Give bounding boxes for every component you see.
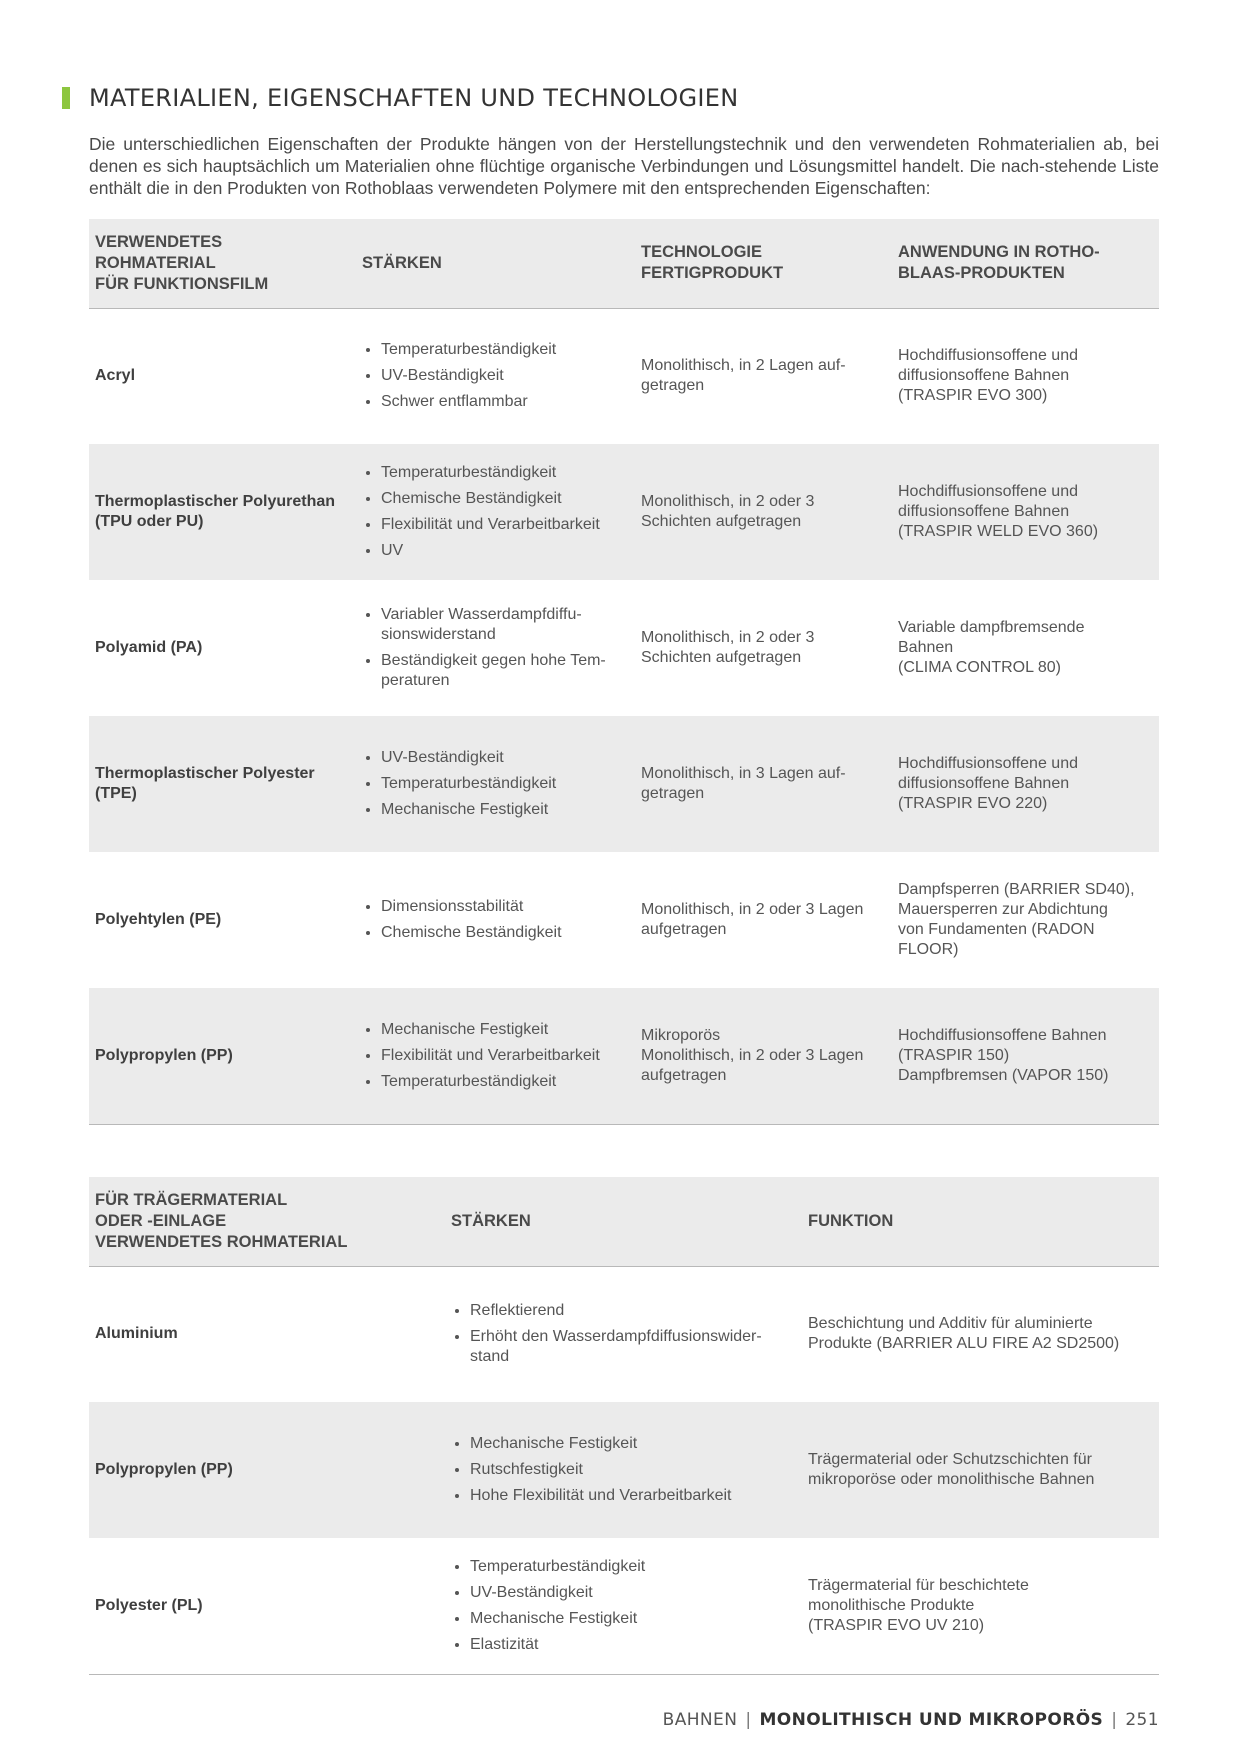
material-cell: Thermoplastischer Polyurethan (TPU oder PU) xyxy=(95,493,336,530)
list-item: • Rutschfestigkeit xyxy=(470,1460,796,1480)
anwendung-cell: Hochdiffusionsoffene und diffusionsoffene Bahnen (TRASPIR EVO 220) xyxy=(898,755,1078,812)
list-item: • Chemische Beständigkeit xyxy=(381,489,629,509)
table-row xyxy=(89,444,1159,580)
list-item: • Dimensionsstabilität xyxy=(381,897,629,917)
footer-separator: | xyxy=(745,1710,752,1730)
list-item: • Schwer entflammbar xyxy=(381,392,629,412)
list-item: • Mechanische Festigkeit xyxy=(381,800,629,820)
technologie-cell: Monolithisch, in 2 Lagen auf- getragen xyxy=(641,357,846,395)
table-row xyxy=(89,580,1159,716)
anwendung-cell: Hochdiffusionsoffene und diffusionsoffene Bahnen (TRASPIR WELD EVO 360) xyxy=(898,483,1099,540)
table-row xyxy=(89,988,1159,1124)
list-item: • Mechanische Festigkeit xyxy=(470,1609,796,1629)
list-item: • Mechanische Festigkeit xyxy=(381,1020,629,1040)
technologie-cell: Monolithisch, in 2 oder 3 Lagen aufgetragen xyxy=(641,901,864,938)
functional-film-table xyxy=(89,219,1159,1125)
staerken-cell xyxy=(445,1538,802,1674)
page-number: 251 xyxy=(1125,1710,1159,1730)
staerken-cell xyxy=(356,852,635,988)
material-cell: Polypropylen (PP) xyxy=(89,988,356,1124)
header-technologie: TECHNOLOGIE FERTIGPRODUKT xyxy=(635,219,892,308)
staerken-cell xyxy=(356,580,635,716)
list-item: • Reflektierend xyxy=(470,1301,796,1321)
section-heading xyxy=(89,84,739,112)
anwendung-cell: Dampfsperren (BARRIER SD40), Mauersperren zur Abdichtung von Fundamenten (RADON FLOOR) xyxy=(898,881,1135,958)
list-item: • Flexibilität und Verarbeitbarkeit xyxy=(381,515,629,535)
list-item: • UV-Beständigkeit xyxy=(381,366,629,386)
intro-paragraph: Die unterschiedlichen Eigenschaften der Produkte hängen von der Herstellungstechnik und den verwendeten Rohmaterialien ab, bei denen es sich hauptsächlich um Materialien ohne flüchtige organische Verbindungen und Lösungsmittel handelt. Die nach-stehende Liste enthält die in den Produkten von Rothoblaas verwendeten Polymere mit den entsprechenden Eigenschaften: xyxy=(89,134,1159,198)
table-header-row xyxy=(89,219,1159,308)
page-footer xyxy=(663,1710,1159,1730)
material-cell: Polyamid (PA) xyxy=(95,639,203,656)
list-item: • Temperaturbeständigkeit xyxy=(381,340,629,360)
staerken-cell xyxy=(356,988,635,1124)
material-cell: Polyehtylen (PE) xyxy=(95,911,222,928)
green-bar-icon xyxy=(62,87,70,109)
carrier-material-table xyxy=(89,1177,1159,1675)
staerken-cell xyxy=(356,444,635,580)
header-material: FÜR TRÄGERMATERIAL ODER -EINLAGE VERWENDETES ROHMATERIAL xyxy=(89,1177,445,1266)
anwendung-cell: Hochdiffusionsoffene und diffusionsoffene Bahnen (TRASPIR EVO 300) xyxy=(898,347,1078,405)
material-cell: Aluminium xyxy=(95,1325,178,1343)
list-item: • Erhöht den Wasserdampfdiffusionswider-stand xyxy=(470,1327,796,1367)
footer-subsection: MONOLITHISCH UND MIKROPORÖS xyxy=(759,1710,1104,1730)
technologie-cell: Monolithisch, in 3 Lagen auf- getragen xyxy=(641,765,846,802)
staerken-cell xyxy=(445,1266,802,1402)
material-cell: Polyester (PL) xyxy=(89,1538,445,1674)
footer-section: BAHNEN xyxy=(662,1710,738,1730)
table-row xyxy=(89,1266,1159,1402)
material-cell: Polypropylen (PP) xyxy=(95,1461,233,1478)
staerken-cell xyxy=(356,716,635,852)
material-cell: Acryl xyxy=(95,367,136,385)
header-funktion: FUNKTION xyxy=(802,1177,1159,1266)
funktion-cell: Trägermaterial oder Schutzschichten für mikroporöse oder monolithische Bahnen xyxy=(808,1451,1095,1488)
table-row xyxy=(89,852,1159,988)
technologie-cell: Mikroporös Monolithisch, in 2 oder 3 Lagen aufgetragen xyxy=(635,988,892,1124)
funktion-cell: Trägermaterial für beschichtete monolithische Produkte (TRASPIR EVO UV 210) xyxy=(802,1538,1159,1674)
funktion-cell: Beschichtung und Additiv für aluminierte Produkte (BARRIER ALU FIRE A2 SD2500) xyxy=(808,1315,1120,1353)
footer-separator: | xyxy=(1111,1710,1118,1730)
list-item: • Temperaturbeständigkeit xyxy=(381,463,629,483)
list-item: • Hohe Flexibilität und Verarbeitbarkeit xyxy=(470,1486,796,1506)
technologie-cell: Monolithisch, in 2 oder 3 Schichten aufgetragen xyxy=(641,629,815,666)
staerken-cell xyxy=(445,1402,802,1538)
page-title: MATERIALIEN, EIGENSCHAFTEN UND TECHNOLOGIEN xyxy=(89,84,739,112)
list-item: • UV-Beständigkeit xyxy=(381,748,629,768)
anwendung-cell: Variable dampfbremsende Bahnen (CLIMA CONTROL 80) xyxy=(898,619,1085,676)
list-item: • Elastizität xyxy=(470,1635,796,1655)
technologie-cell: Monolithisch, in 2 oder 3 Schichten aufgetragen xyxy=(641,493,815,530)
header-anwendung: ANWENDUNG IN ROTHO- BLAAS-PRODUKTEN xyxy=(892,219,1159,308)
list-item: • Variabler Wasserdampfdiffu-sionswiderstand xyxy=(381,605,629,645)
anwendung-cell: Hochdiffusionsoffene Bahnen (TRASPIR 150) Dampfbremsen (VAPOR 150) xyxy=(892,988,1159,1124)
list-item: • Beständigkeit gegen hohe Tem-peraturen xyxy=(381,651,629,691)
list-item: • UV xyxy=(381,541,629,561)
table-row xyxy=(89,1538,1159,1674)
table-row xyxy=(89,716,1159,852)
list-item: • Chemische Beständigkeit xyxy=(381,923,629,943)
list-item: • Flexibilität und Verarbeitbarkeit xyxy=(381,1046,629,1066)
header-material: VERWENDETES ROHMATERIAL FÜR FUNKTIONSFILM xyxy=(89,219,356,308)
table-header-row xyxy=(89,1177,1159,1266)
list-item: • Temperaturbeständigkeit xyxy=(381,774,629,794)
table-row xyxy=(89,308,1159,444)
staerken-cell xyxy=(356,308,635,444)
material-cell: Thermoplastischer Polyester (TPE) xyxy=(95,765,315,802)
header-staerken: STÄRKEN xyxy=(356,219,635,308)
header-staerken: STÄRKEN xyxy=(445,1177,802,1266)
list-item: • Temperaturbeständigkeit xyxy=(381,1072,629,1092)
list-item: • Temperaturbeständigkeit xyxy=(470,1557,796,1577)
list-item: • UV-Beständigkeit xyxy=(470,1583,796,1603)
list-item: • Mechanische Festigkeit xyxy=(470,1434,796,1454)
table-row xyxy=(89,1402,1159,1538)
